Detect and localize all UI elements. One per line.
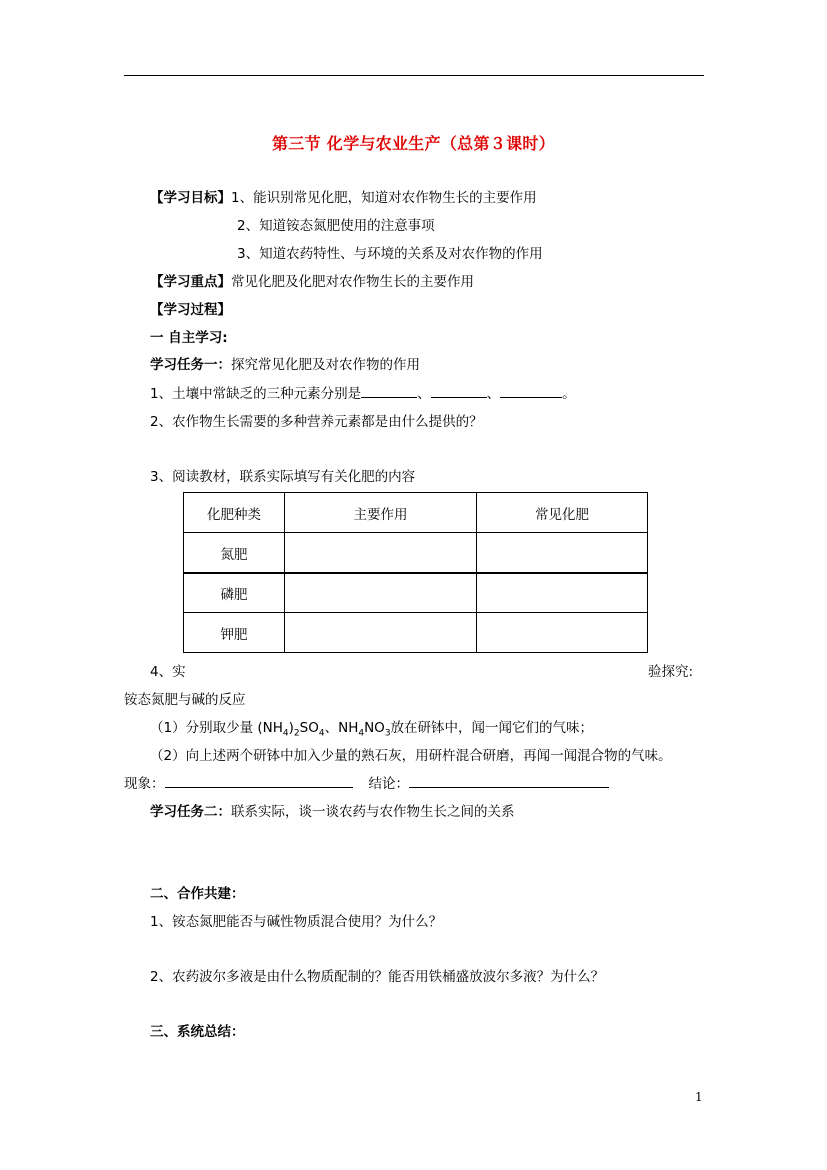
experiment-step-1: [150, 716, 593, 739]
page-title: 第三节 化学与农业生产（总第３课时）: [272, 134, 555, 153]
objectives-label: 【学习目标】: [150, 190, 231, 206]
question-2-2: 2、农药波尔多液是由什么物质配制的？能否用铁桶盛放波尔多液？为什么？: [150, 969, 605, 985]
step1-sub-4: 4: [358, 728, 365, 739]
step1-part-a: （1）分别取少量 (NH: [150, 720, 283, 736]
objective-item-1: 1、能识别常见化肥，知道对农作物生长的主要作用: [231, 190, 537, 206]
table-header-row: [184, 493, 648, 533]
table-header-common: 常见化肥: [477, 493, 648, 533]
objective-item-3: 3、知道农药特性、与环境的关系及对农作物的作用: [237, 246, 543, 262]
step1-part-b: ): [288, 720, 294, 736]
step1-part-d: 、NH: [324, 720, 359, 736]
conclusion-label: 结论：: [368, 776, 409, 792]
question-1-1: [150, 382, 576, 402]
step1-part-f: 放在研钵中，闻一闻它们的气味；: [390, 720, 594, 736]
page-number: 1: [695, 1090, 703, 1104]
section1-heading: 一 自主学习:: [150, 330, 228, 346]
table-cell-common[interactable]: [477, 613, 648, 653]
phenomenon-label: 现象：: [124, 776, 165, 792]
question-1-4-topic: 铵态氮肥与碱的反应: [124, 692, 246, 708]
table-cell-function[interactable]: [285, 573, 477, 613]
task1-text: 探究常见化肥及对农作物的作用: [231, 357, 420, 373]
question-1-3: 3、阅读教材，联系实际填写有关化肥的内容: [150, 469, 416, 485]
table-header-type: 化肥种类: [184, 493, 285, 533]
question-2-1: 1、铵态氮肥能否与碱性物质混合使用？为什么？: [150, 914, 443, 930]
focus: [150, 270, 474, 290]
task1-label: 学习任务一：: [150, 357, 231, 373]
q1-end: 。: [562, 386, 576, 402]
focus-text: 常见化肥及化肥对农作物生长的主要作用: [231, 274, 474, 290]
section3-heading: 三、系统总结：: [150, 1024, 245, 1040]
question-1-4-prefix: 4、实: [150, 664, 186, 680]
phenomenon-blank[interactable]: [165, 774, 353, 788]
conclusion-blank[interactable]: [409, 774, 609, 788]
q1-text: 1、土壤中常缺乏的三种元素分别是: [150, 386, 362, 402]
step1-part-c: SO: [299, 720, 319, 736]
experiment-step-2: （2）向上述两个研钵中加入少量的熟石灰，用研杵混合研磨，再闻一闻混合物的气味。: [150, 748, 672, 764]
task2-text: 联系实际，谈一谈农药与农作物生长之间的关系: [231, 804, 515, 820]
answer-blank-2[interactable]: [431, 384, 487, 398]
answer-blank-3[interactable]: [500, 384, 562, 398]
step1-sub-3: 4: [318, 728, 325, 739]
step1-sub-1: 4: [282, 728, 289, 739]
question-1-2: 2、农作物生长需要的多种营养元素都是由什么提供的？: [150, 414, 483, 430]
table-cell-common[interactable]: [477, 533, 648, 574]
table-row: [184, 533, 648, 574]
q1-sep2: 、: [486, 386, 501, 402]
question-1-4-suffix: 验探究:: [648, 664, 694, 680]
task1: [150, 353, 420, 373]
header-rule: [124, 75, 704, 76]
objective-item-2: 2、知道铵态氮肥使用的注意事项: [237, 218, 435, 234]
step1-sub-5: 3: [384, 728, 391, 739]
task2-label: 学习任务二：: [150, 804, 231, 820]
process-label: 【学习过程】: [150, 302, 231, 318]
table-cell-function[interactable]: [285, 613, 477, 653]
table-row: [184, 613, 648, 653]
focus-label: 【学习重点】: [150, 274, 231, 290]
table-cell-function[interactable]: [285, 533, 477, 574]
step1-part-e: NO: [364, 720, 385, 736]
observation-line: [124, 772, 609, 792]
table-row: [184, 573, 648, 613]
section2-heading: 二、合作共建：: [150, 886, 245, 902]
table-cell-common[interactable]: [477, 573, 648, 613]
fertilizer-table: [183, 492, 648, 653]
step1-sub-2: 2: [293, 728, 300, 739]
q1-sep1: 、: [417, 386, 431, 402]
table-cell-type: 磷肥: [184, 573, 285, 613]
table-header-function: 主要作用: [285, 493, 477, 533]
table-cell-type: 钾肥: [184, 613, 285, 653]
table-cell-type: 氮肥: [184, 533, 285, 574]
answer-blank-1[interactable]: [361, 384, 417, 398]
task2: [150, 800, 515, 820]
objectives: [150, 186, 537, 206]
